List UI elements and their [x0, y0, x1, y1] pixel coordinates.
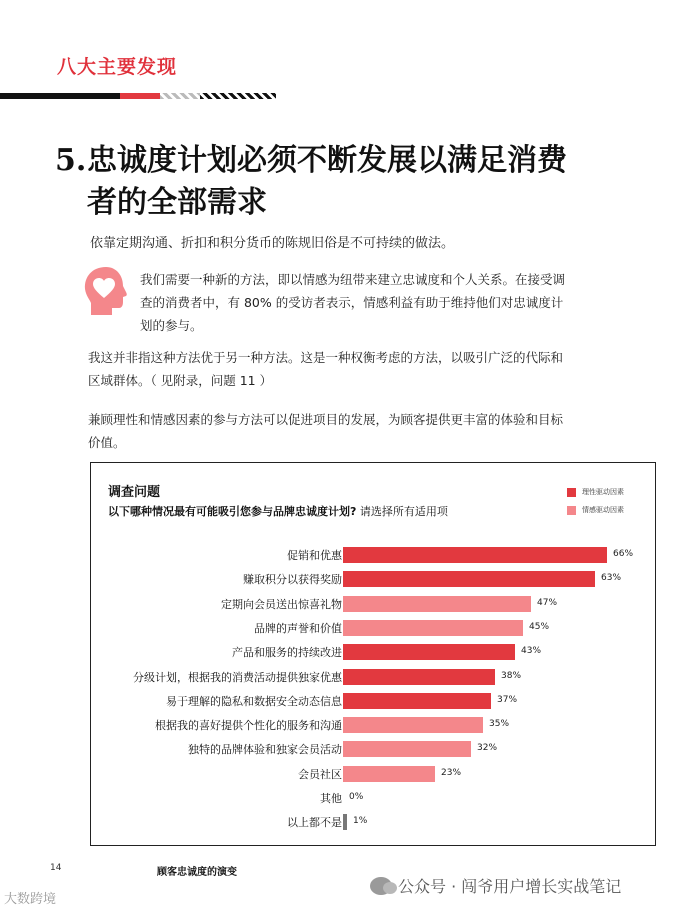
bar-row [91, 594, 657, 614]
bar-value-label: 38% [501, 670, 522, 681]
page-number: 14 [50, 863, 62, 873]
bar-label: 促销和优惠 [287, 549, 342, 562]
bar [343, 547, 607, 563]
heading-line1: 忠诚度计划必须不断发展以满足消费 [87, 143, 567, 178]
bar-label: 产品和服务的持续改进 [232, 646, 342, 660]
head-heart-icon [82, 265, 128, 317]
subtitle: 依靠定期沟通、折扣和积分货币的陈规旧俗是不可持续的做法。 [90, 236, 455, 251]
survey-chart-panel [90, 462, 656, 846]
watermark-text: 公众号 · 闯爷用户增长实战笔记 [398, 877, 622, 896]
bar-row [91, 739, 657, 759]
bar-row [91, 569, 657, 589]
paragraph-balance: 兼顾理性和情感因素的参与方法可以促进项目的发展，为顾客提供更丰富的体验和目标价值。 [88, 412, 564, 450]
section-label: 八大主要发现 [57, 56, 178, 78]
legend-item-rational [567, 483, 624, 501]
legend-label-rational: 理性驱动因素 [582, 488, 624, 496]
bar [343, 741, 471, 757]
bar-row [91, 764, 657, 784]
survey-title: 调查问题 [108, 485, 161, 500]
bar-label: 以上都不是 [287, 816, 342, 830]
paragraph-tradeoff: 我这并非指这种方法优于另一种方法。这是一种权衡考虑的方法，以吸引广泛的代际和区域群体。（ 见附录，问题 11 ） [88, 350, 564, 388]
footer-title: 顾客忠诚度的演变 [157, 867, 237, 878]
heading-line2: 者的全部需求 [87, 185, 267, 220]
survey-question-bold: 以下哪种情况最有可能吸引您参与品牌忠诚度计划? [108, 505, 357, 518]
page-heading [55, 140, 655, 224]
bar-label: 易于理解的隐私和数据安全动态信息 [166, 694, 342, 708]
bar-label: 分级计划，根据我的消费活动提供独家优惠 [133, 670, 342, 684]
bar-value-label: 45% [529, 621, 550, 632]
bar [343, 596, 531, 612]
bar-value-label: 0% [349, 792, 364, 802]
bar [343, 571, 595, 587]
bar-label: 独特的品牌体验和独家会员活动 [188, 743, 342, 757]
bar [343, 717, 483, 733]
heading-number: 5. [55, 143, 87, 178]
bar-value-label: 43% [521, 646, 542, 657]
survey-question-rest: 请选择所有适用项 [356, 505, 448, 518]
chart-legend [567, 483, 624, 519]
bar [343, 814, 347, 830]
bar [343, 766, 435, 782]
bar-value-label: 66% [613, 549, 634, 559]
bar [343, 669, 495, 685]
bar-row [91, 788, 657, 808]
legend-item-emotional [567, 501, 624, 519]
bar-label: 根据我的喜好提供个性化的服务和沟通 [155, 719, 342, 733]
decorative-stripe [0, 93, 276, 99]
bar-value-label: 1% [353, 816, 368, 827]
bar-value-label: 23% [441, 767, 462, 778]
wechat-icon [370, 877, 392, 895]
legend-swatch-rational [567, 488, 576, 497]
corner-logo: 大数跨境 [4, 892, 57, 907]
bar-row [91, 545, 657, 565]
paragraph-emotion: 我们需要一种新的方法，即以情感为纽带来建立忠诚度和个人关系。在接受调查的消费者中，有 80% 的受访者表示，情感利益有助于维持他们对忠诚度计划的参与。 [140, 272, 566, 333]
bar-row [91, 691, 657, 711]
bar-label: 定期向会员送出惊喜礼物 [221, 597, 342, 611]
bar [343, 620, 523, 636]
bar-row [91, 715, 657, 735]
survey-question [108, 503, 448, 519]
bar-row [91, 667, 657, 687]
bar-row [91, 812, 657, 832]
bar-value-label: 35% [489, 719, 510, 730]
bar-row [91, 618, 657, 638]
legend-swatch-emotional [567, 506, 576, 515]
bar-row [91, 642, 657, 662]
bar [343, 693, 491, 709]
bar-label: 品牌的声誉和价值 [254, 621, 342, 635]
bar-value-label: 37% [497, 694, 518, 705]
watermark [370, 874, 621, 897]
legend-label-emotional: 情感驱动因素 [582, 506, 624, 514]
bar-label: 其他 [320, 792, 342, 805]
bar-value-label: 47% [537, 597, 558, 608]
bar-value-label: 63% [601, 573, 622, 584]
bar-label: 会员社区 [298, 767, 342, 781]
bar [343, 644, 515, 660]
bar-label: 赚取积分以获得奖励 [243, 573, 342, 587]
bar-value-label: 32% [477, 743, 498, 754]
